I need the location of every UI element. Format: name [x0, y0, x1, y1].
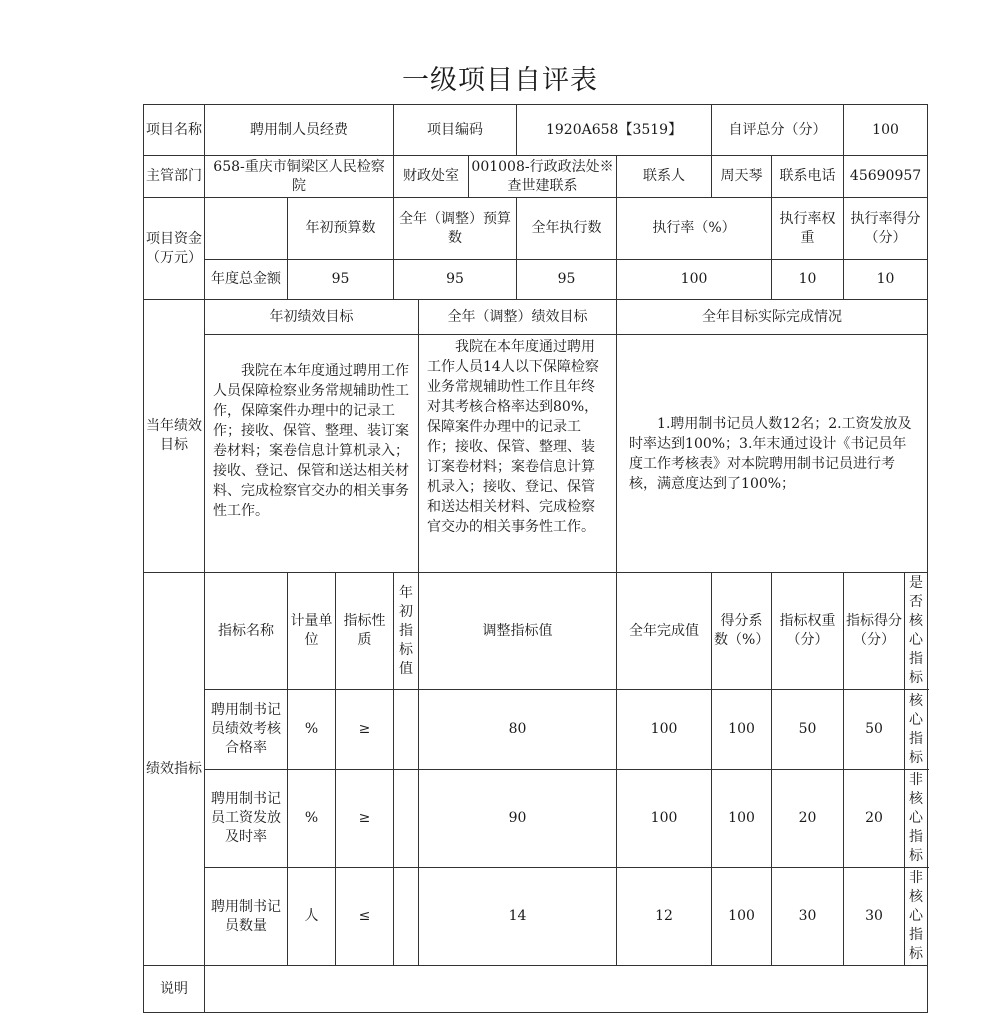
goals-adjusted-text: 我院在本年度通过聘用工作人员14人以下保障检察业务常规辅助性工作且年终对其考核合格率达到80%，保障案件办理中的记录工作；接收、保管、整理、装订案卷材料；案卷信息计算机录入；接收、登记、保管和送达相关材料、完成检察官交办的相关事务性工作。 — [419, 335, 617, 573]
funds-corner-blank — [205, 198, 288, 260]
indicator-name: 聘用制书记员工资发放及时率 — [205, 770, 288, 868]
dept-value: 658-重庆市铜梁区人民检察院 — [205, 156, 394, 198]
funds-header: 执行率权重 — [772, 198, 844, 260]
notes-value — [205, 966, 928, 1013]
goals-adjusted-header: 全年（调整）绩效目标 — [419, 300, 617, 335]
funds-value: 10 — [772, 260, 844, 300]
funds-value: 100 — [617, 260, 772, 300]
indicator-weight: 50 — [772, 690, 844, 770]
goals-actual-text: 1.聘用制书记员人数12名；2.工资发放及时率达到100%；3.年末通过设计《书记员年度工作考核表》对本院聘用制书记员进行考核，满意度达到了100%； — [617, 335, 928, 573]
indicator-header: 调整指标值 — [419, 573, 617, 690]
funds-header: 全年执行数 — [517, 198, 617, 260]
project-name-label: 项目名称 — [144, 105, 205, 156]
indicator-coef: 100 — [712, 868, 772, 966]
indicator-unit: % — [288, 770, 336, 868]
goals-initial-header: 年初绩效目标 — [205, 300, 419, 335]
indicator-adjusted: 14 — [419, 868, 617, 966]
indicator-adjusted: 80 — [419, 690, 617, 770]
indicator-header: 指标性质 — [336, 573, 394, 690]
indicator-header: 全年完成值 — [617, 573, 712, 690]
score-total-label: 自评总分（分） — [712, 105, 844, 156]
goals-initial-text: 我院在本年度通过聘用工作人员保障检察业务常规辅助性工作，保障案件办理中的记录工作；接收、保管、整理、装订案卷材料；案卷信息计算机录入；接收、登记、保管和送达相关材料、完成检察官交办的相关事务性工作。 — [205, 335, 419, 573]
funds-label: 项目资金（万元） — [144, 198, 205, 300]
indicator-weight: 30 — [772, 868, 844, 966]
funds-value: 95 — [517, 260, 617, 300]
indicator-header: 得分系数（%） — [712, 573, 772, 690]
funds-value: 10 — [844, 260, 928, 300]
project-name-value: 聘用制人员经费 — [205, 105, 394, 156]
indicator-name: 聘用制书记员绩效考核合格率 — [205, 690, 288, 770]
office-value: 001008-行政政法处※查世建联系 — [469, 156, 617, 198]
indicator-header: 年初指标值 — [394, 573, 419, 690]
indicator-header: 指标得分（分） — [844, 573, 905, 690]
indicator-adjusted: 90 — [419, 770, 617, 868]
funds-header: 执行率（%） — [617, 198, 772, 260]
phone-value: 45690957 — [844, 156, 928, 198]
funds-header: 执行率得分（分） — [844, 198, 928, 260]
phone-label: 联系电话 — [772, 156, 844, 198]
contact-label: 联系人 — [617, 156, 712, 198]
indicator-unit: % — [288, 690, 336, 770]
indicator-score: 30 — [844, 868, 905, 966]
indicator-actual: 12 — [617, 868, 712, 966]
indicator-actual: 100 — [617, 690, 712, 770]
indicator-nature: ≥ — [336, 690, 394, 770]
indicator-coef: 100 — [712, 770, 772, 868]
indicator-core: 核心指标 — [905, 690, 928, 770]
indicator-core: 非核心指标 — [905, 770, 928, 868]
dept-label: 主管部门 — [144, 156, 205, 198]
indicator-header: 指标权重（分） — [772, 573, 844, 690]
indicator-header: 计量单位 — [288, 573, 336, 690]
indicator-initial — [394, 690, 419, 770]
indicator-initial — [394, 868, 419, 966]
funds-header: 全年（调整）预算数 — [394, 198, 517, 260]
indicator-score: 20 — [844, 770, 905, 868]
indicator-score: 50 — [844, 690, 905, 770]
funds-value: 95 — [394, 260, 517, 300]
evaluation-table — [143, 104, 928, 1013]
indicator-nature: ≥ — [336, 770, 394, 868]
funds-value: 95 — [288, 260, 394, 300]
funds-row-label: 年度总金额 — [205, 260, 288, 300]
indicator-nature: ≤ — [336, 868, 394, 966]
project-code-label: 项目编码 — [394, 105, 517, 156]
indicators-label: 绩效指标 — [144, 573, 205, 966]
indicator-name: 聘用制书记员数量 — [205, 868, 288, 966]
project-code-value: 1920A658【3519】 — [517, 105, 712, 156]
page-title: 一级项目自评表 — [402, 65, 598, 96]
contact-value: 周天琴 — [712, 156, 772, 198]
indicator-core: 非核心指标 — [905, 868, 928, 966]
indicator-header: 指标名称 — [205, 573, 288, 690]
indicator-coef: 100 — [712, 690, 772, 770]
notes-label: 说明 — [144, 966, 205, 1013]
indicator-header: 是否核心指标 — [905, 573, 928, 690]
indicator-unit: 人 — [288, 868, 336, 966]
goals-actual-header: 全年目标实际完成情况 — [617, 300, 928, 335]
indicator-initial — [394, 770, 419, 868]
funds-header: 年初预算数 — [288, 198, 394, 260]
goals-label: 当年绩效目标 — [144, 300, 205, 573]
score-total-value: 100 — [844, 105, 928, 156]
office-label: 财政处室 — [394, 156, 469, 198]
indicator-actual: 100 — [617, 770, 712, 868]
indicator-weight: 20 — [772, 770, 844, 868]
